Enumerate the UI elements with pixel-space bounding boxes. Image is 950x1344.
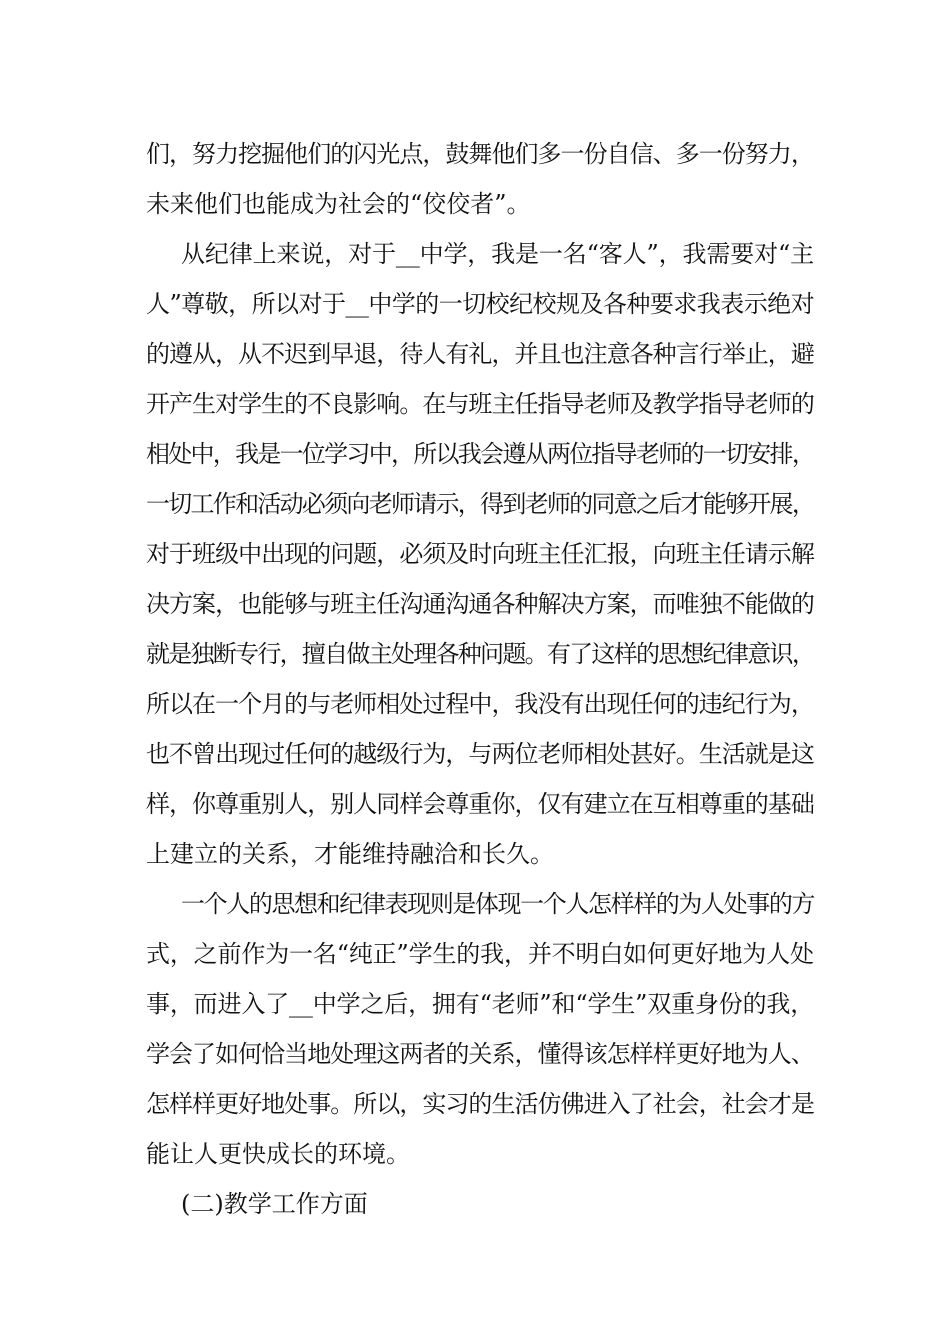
- text-line: [0, 534, 950, 574]
- line-text: 从纪律上来说，对于__中学，我是一名“客人”，我需要对“主: [181, 240, 815, 268]
- line-text: 事，而进入了__中学之后，拥有“老师”和“学生”双重身份的我，: [146, 990, 815, 1018]
- line-text: 一个人的思想和纪律表现则是体现一个人怎样样的为人处事的方: [181, 890, 815, 918]
- text-line: [0, 984, 950, 1024]
- text-line: [0, 584, 950, 624]
- text-line: [0, 184, 950, 224]
- text-line: [0, 834, 950, 874]
- line-text: 相处中，我是一位学习中，所以我会遵从两位指导老师的一切安排，: [146, 440, 815, 468]
- text-line: [0, 884, 950, 924]
- text-line: [0, 284, 950, 324]
- text-line: [0, 1084, 950, 1124]
- text-line: [0, 634, 950, 674]
- line-text: 决方案，也能够与班主任沟通沟通各种解决方案，而唯独不能做的: [146, 590, 814, 618]
- text-line: [0, 134, 950, 174]
- line-text: 也不曾出现过任何的越级行为，与两位老师相处甚好。生活就是这: [146, 740, 814, 768]
- line-text: 未来他们也能成为社会的“佼佼者”。: [146, 190, 531, 218]
- text-line: [0, 334, 950, 374]
- text-line: [0, 684, 950, 724]
- line-text: 就是独断专行，擅自做主处理各种问题。有了这样的思想纪律意识，: [146, 640, 815, 668]
- line-text: 人”尊敬，所以对于__中学的一切校纪校规及各种要求我表示绝对: [146, 290, 815, 318]
- line-text: 所以在一个月的与老师相处过程中，我没有出现任何的违纪行为，: [146, 690, 814, 718]
- text-line: [0, 784, 950, 824]
- section-heading-text: (二)教学工作方面: [181, 1190, 368, 1218]
- line-text: 能让人更快成长的环境。: [146, 1140, 410, 1168]
- section-heading: [0, 1184, 950, 1224]
- text-line: [0, 934, 950, 974]
- line-text: 们，努力挖掘他们的闪光点，鼓舞他们多一份自信、多一份努力，: [146, 140, 814, 168]
- line-text: 开产生对学生的不良影响。在与班主任指导老师及教学指导老师的: [146, 390, 814, 418]
- line-text: 一切工作和活动必须向老师请示，得到老师的同意之后才能够开展，: [146, 490, 815, 518]
- text-line: [0, 484, 950, 524]
- line-text: 的遵从，从不迟到早退，待人有礼，并且也注意各种言行举止，避: [146, 340, 814, 368]
- text-line: [0, 434, 950, 474]
- text-line: [0, 1034, 950, 1074]
- line-text: 上建立的关系，才能维持融洽和长久。: [146, 840, 554, 868]
- text-line: [0, 1134, 950, 1174]
- text-line: [0, 734, 950, 774]
- text-line: [0, 234, 950, 274]
- line-text: 对于班级中出现的问题，必须及时向班主任汇报，向班主任请示解: [146, 540, 814, 568]
- line-text: 怎样样更好地处事。所以，实习的生活仿佛进入了社会，社会才是: [146, 1090, 814, 1118]
- text-line: [0, 384, 950, 424]
- line-text: 学会了如何恰当地处理这两者的关系，懂得该怎样样更好地为人、: [146, 1040, 814, 1068]
- line-text: 式，之前作为一名“纯正”学生的我，并不明白如何更好地为人处: [146, 940, 814, 968]
- line-text: 样，你尊重别人，别人同样会尊重你，仅有建立在互相尊重的基础: [146, 790, 814, 818]
